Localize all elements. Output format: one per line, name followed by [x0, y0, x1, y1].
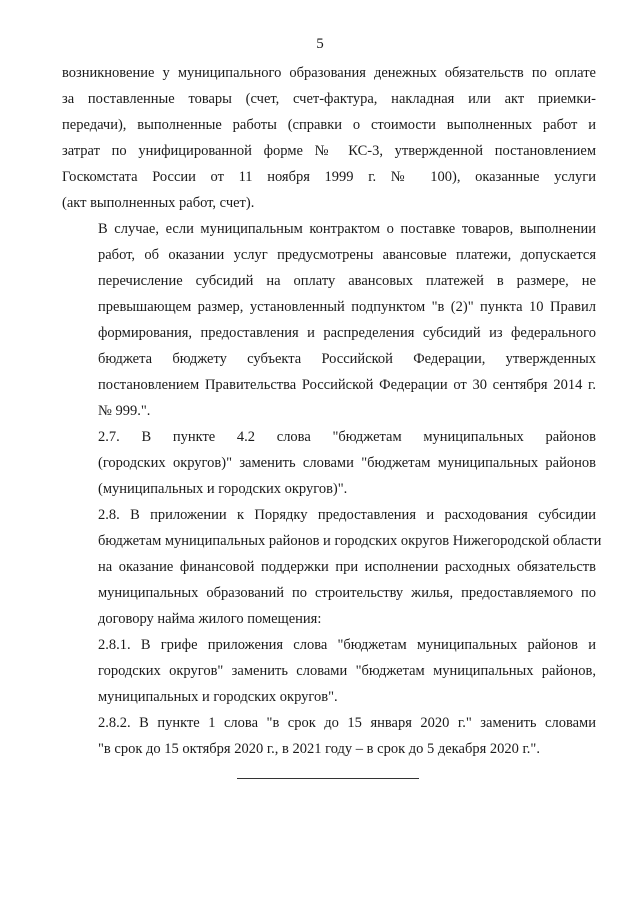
text-line: 2.7. В пункте 4.2 слова "бюджетам муниципальных районов [98, 429, 596, 445]
text-line: муниципальных образований по строительству жилья, предоставляемого по [98, 585, 596, 601]
text-line: договору найма жилого помещения: [98, 611, 322, 627]
text-line: В случае, если муниципальным контрактом о поставке товаров, выполнении [98, 221, 596, 237]
text-line: перечисление субсидий на оплату авансовых платежей в размере, не [98, 273, 596, 289]
text-line: работ, об оказании услуг предусмотрены авансовые платежи, допускается [98, 247, 596, 263]
paragraph-item-2-8 [62, 502, 602, 632]
text-line: № 999.". [98, 403, 151, 419]
text-line: муниципальных и городских округов". [98, 689, 338, 705]
paragraph-item-2-8-1 [62, 632, 596, 710]
text-line: городских округов" заменить словами "бюджетам муниципальных районов, [98, 663, 596, 679]
text-line: за поставленные товары (счет, счет-фактура, накладная или акт приемки- [62, 91, 596, 107]
text-line: передачи), выполненные работы (справки о стоимости выполненных работ и [62, 117, 596, 133]
paragraph-payment-obligations [62, 60, 596, 216]
paragraph-advance-payments [62, 216, 596, 424]
paragraph-item-2-7 [62, 424, 596, 502]
text-line: бюджета бюджету субъекта Российской Федерации, утвержденных [98, 351, 596, 367]
text-line: бюджетам муниципальных районов и городских округов Нижегородской области [98, 533, 602, 549]
text-line: 2.8. В приложении к Порядку предоставления и расходования субсидии [98, 507, 596, 523]
document-body [62, 60, 602, 762]
text-line: на оказание финансовой поддержки при исполнении расходных обязательств [98, 559, 596, 575]
text-line: затрат по унифицированной форме № КС-3, утвержденной постановлением [62, 143, 596, 159]
text-line: (муниципальных и городских округов)". [98, 481, 348, 497]
text-line: формирования, предоставления и распределения субсидий из федерального [98, 325, 596, 341]
text-line: 2.8.2. В пункте 1 слова "в срок до 15 января 2020 г." заменить словами [98, 715, 596, 731]
text-line: (акт выполненных работ, счет). [62, 195, 255, 211]
text-line: "в срок до 15 октября 2020 г., в 2021 году – в срок до 5 декабря 2020 г.". [98, 741, 540, 757]
text-line: возникновение у муниципального образования денежных обязательств по оплате [62, 65, 596, 81]
text-line: превышающем размер, установленный подпунктом "в (2)" пункта 10 Правил [98, 299, 596, 315]
end-separator-line [237, 778, 419, 779]
text-line: Госкомстата России от 11 ноября 1999 г. № 100), оказанные услуги [62, 169, 596, 185]
paragraph-item-2-8-2 [62, 710, 596, 762]
text-line: (городских округов)" заменить словами "бюджетам муниципальных районов [98, 455, 596, 471]
page-number: 5 [316, 36, 324, 52]
text-line: 2.8.1. В грифе приложения слова "бюджетам муниципальных районов и [98, 637, 596, 653]
text-line: постановлением Правительства Российской Федерации от 30 сентября 2014 г. [98, 377, 596, 393]
